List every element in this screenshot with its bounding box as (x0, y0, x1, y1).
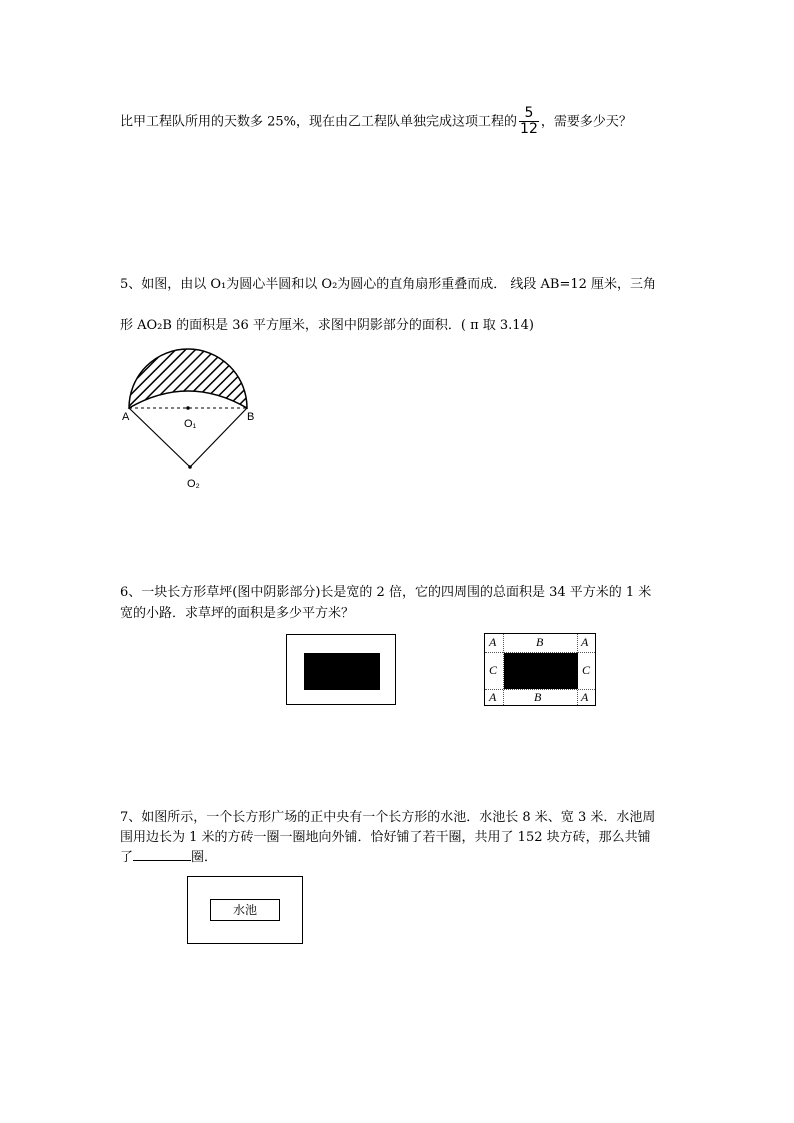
problem5-line2: 形 AO₂B 的面积是 36 平方厘米，求图中阴影部分的面积．( π 取 3.14) (120, 318, 534, 333)
label-O1: O₁ (184, 418, 197, 430)
problem4-line1 (120, 106, 632, 138)
problem7-line1: 7、如图所示，一个长方形广场的正中央有一个长方形的水池．水池长 8 米、宽 3 米．水池周 (120, 810, 656, 825)
problem6-line2: 宽的小路．求草坪的面积是多少平方米？ (120, 606, 355, 621)
label-A: A (122, 411, 130, 423)
label-A-bottomright: A (581, 690, 589, 704)
label-B-top: B (536, 635, 544, 649)
segment-AO2 (129, 408, 190, 467)
point-O2 (188, 465, 192, 469)
problem7-text-b: 圈． (191, 850, 218, 865)
square-figure (187, 876, 303, 944)
lawn-figure-right (484, 633, 596, 706)
label-A-topleft: A (489, 635, 497, 649)
problem7-line2: 围用边长为 1 米的方砖一圈一圈地向外铺．恰好铺了若干圈，共用了 152 块方砖，那么共铺 (120, 830, 651, 845)
fraction-5-12 (519, 106, 539, 138)
label-A-bottomleft: A (489, 690, 497, 704)
lawn-rectangle (304, 653, 380, 690)
label-C-left: C (489, 663, 498, 677)
fraction-numerator: 5 (524, 105, 534, 121)
problem7-line3 (120, 850, 217, 864)
point-O1 (186, 406, 190, 410)
fraction-denominator: 12 (520, 121, 538, 138)
label-O2: O₂ (187, 478, 200, 490)
label-B: B (247, 411, 255, 423)
lawn-figure-left (286, 634, 396, 705)
shaded-region (129, 349, 247, 408)
answer-blank (133, 850, 191, 861)
problem5-line1: 5、如图，由以 O₁为圆心半圆和以 O₂为圆心的直角扇形重叠而成． 线段 AB=12 厘米，三角 (120, 277, 657, 292)
label-B-bottom: B (534, 690, 542, 704)
lawn-rectangle-divided (504, 653, 578, 689)
problem7-text-a: 了 (120, 850, 134, 865)
pool-rectangle: 水池 (210, 899, 280, 921)
problem4-text-b: ，需要多少天？ (540, 114, 632, 130)
problem4-text-a: 比甲工程队所用的天数多 25%，现在由乙工程队单独完成这项工程的 (120, 114, 518, 130)
segment-BO2 (190, 408, 247, 467)
label-C-right: C (582, 663, 591, 677)
label-A-topright: A (581, 635, 589, 649)
problem6-line1: 6、一块长方形草坪(图中阴影部分)长是宽的 2 倍，它的四周围的总面积是 34 平方米的 1 米 (120, 585, 652, 600)
